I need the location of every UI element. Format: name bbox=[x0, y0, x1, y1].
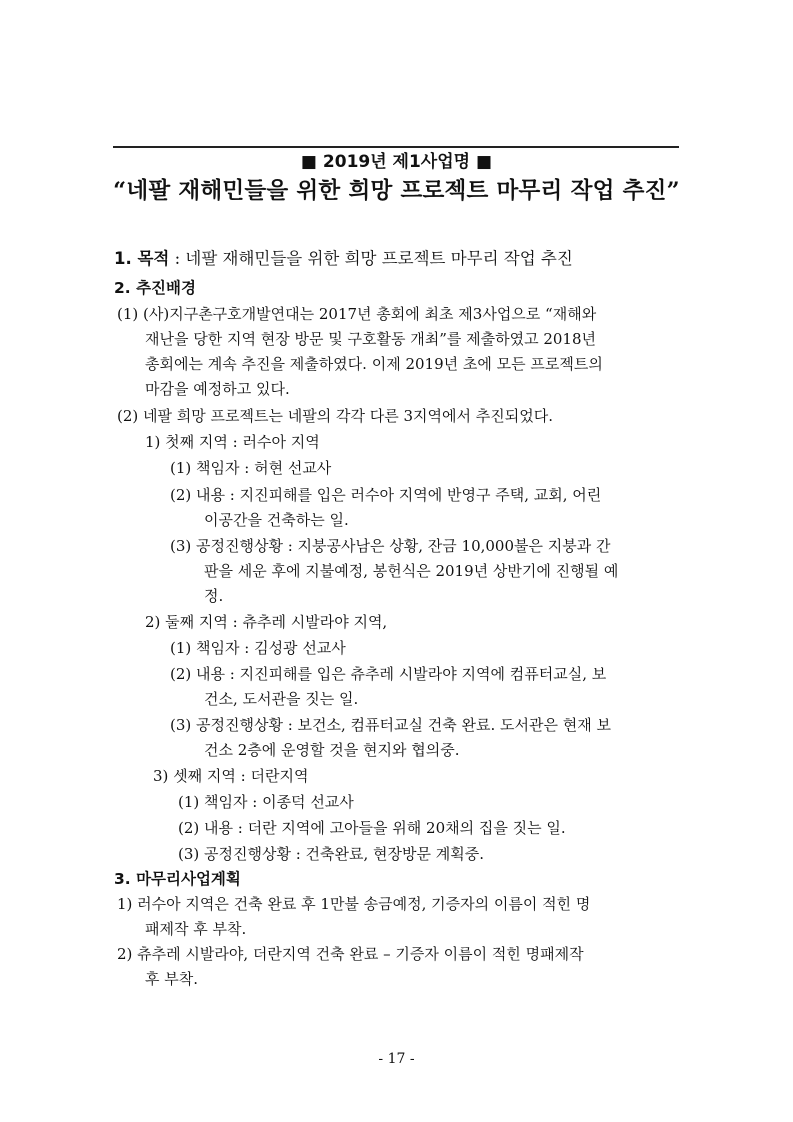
closing-line: 패제작 후 부착. bbox=[145, 920, 247, 938]
region-heading: 2) 둘째 지역 : 츄추레 시발라야 지역, bbox=[145, 613, 388, 631]
region-item-continued: 이공간을 건축하는 일. bbox=[204, 511, 349, 529]
background-line: 마감을 예정하고 있다. bbox=[145, 380, 290, 398]
purpose-label: 1. 목적 bbox=[114, 249, 170, 268]
top-rule bbox=[113, 146, 679, 148]
background-line: (2) 네팔 희망 프로젝트는 네팔의 각각 다른 3지역에서 추진되었다. bbox=[117, 407, 553, 425]
square-bullet-right: ■ bbox=[476, 152, 493, 172]
project-label-text: 2019년 제1사업명 bbox=[322, 152, 471, 172]
region-item: (1) 책임자 : 허현 선교사 bbox=[170, 459, 332, 477]
region-item: (3) 공정진행상황 : 보건소, 컴퓨터교실 건축 완료. 도서관은 현재 보 bbox=[170, 716, 612, 734]
project-label bbox=[0, 152, 793, 172]
region-item-continued: 건소 2층에 운영할 것을 현지와 협의중. bbox=[204, 741, 460, 759]
background-line: 재난을 당한 지역 현장 방문 및 구호활동 개최”를 제출하였고 2018년 bbox=[145, 330, 597, 348]
closing-heading: 3. 마무리사업계획 bbox=[114, 870, 241, 888]
region-item: (1) 책임자 : 김성광 선교사 bbox=[170, 639, 346, 657]
purpose-text: : 네팔 재해민들을 위한 희망 프로젝트 마무리 작업 추진 bbox=[174, 249, 573, 268]
region-item-continued: 건소, 도서관을 짓는 일. bbox=[204, 690, 359, 708]
background-line: 총회에는 계속 추진을 제출하였다. 이제 2019년 초에 모든 프로젝트의 bbox=[145, 355, 603, 373]
region-item: (2) 내용 : 지진피해를 입은 러수아 지역에 반영구 주택, 교회, 어린 bbox=[170, 486, 602, 504]
region-item: (2) 내용 : 지진피해를 입은 츄추레 시발라야 지역에 컴퓨터교실, 보 bbox=[170, 665, 607, 683]
closing-line: 2) 츄추레 시발라야, 더란지역 건축 완료 – 기증자 이름이 적힌 명패제작 bbox=[117, 945, 584, 963]
region-heading: 1) 첫째 지역 : 러수아 지역 bbox=[145, 433, 320, 451]
region-item: (2) 내용 : 더란 지역에 고아들을 위해 20채의 집을 짓는 일. bbox=[178, 819, 566, 837]
background-heading: 2. 추진배경 bbox=[114, 279, 196, 297]
page-title: “네팔 재해민들을 위한 희망 프로젝트 마무리 작업 추진” bbox=[113, 178, 680, 204]
region-heading: 3) 셋째 지역 : 더란지역 bbox=[153, 767, 309, 785]
purpose-line bbox=[114, 249, 573, 269]
closing-line: 1) 러수아 지역은 건축 완료 후 1만불 송금예정, 기증자의 이름이 적힌 명 bbox=[117, 895, 591, 913]
square-bullet-left: ■ bbox=[300, 152, 317, 172]
page-number: - 17 - bbox=[378, 1051, 415, 1067]
region-item-continued: 판을 세운 후에 지불예정, 봉헌식은 2019년 상반기에 진행될 예 bbox=[204, 562, 619, 580]
region-item: (3) 공정진행상황 : 건축완료, 현장방문 계획중. bbox=[178, 845, 485, 863]
region-item: (3) 공정진행상황 : 지붕공사남은 상황, 잔금 10,000불은 지붕과 간 bbox=[170, 537, 611, 555]
closing-line: 후 부착. bbox=[145, 970, 199, 988]
region-item-continued: 정. bbox=[204, 587, 224, 605]
region-item: (1) 책임자 : 이종덕 선교사 bbox=[178, 793, 354, 811]
background-line: (1) (사)지구촌구호개발연대는 2017년 총회에 최초 제3사업으로 “재해와 bbox=[117, 305, 597, 323]
